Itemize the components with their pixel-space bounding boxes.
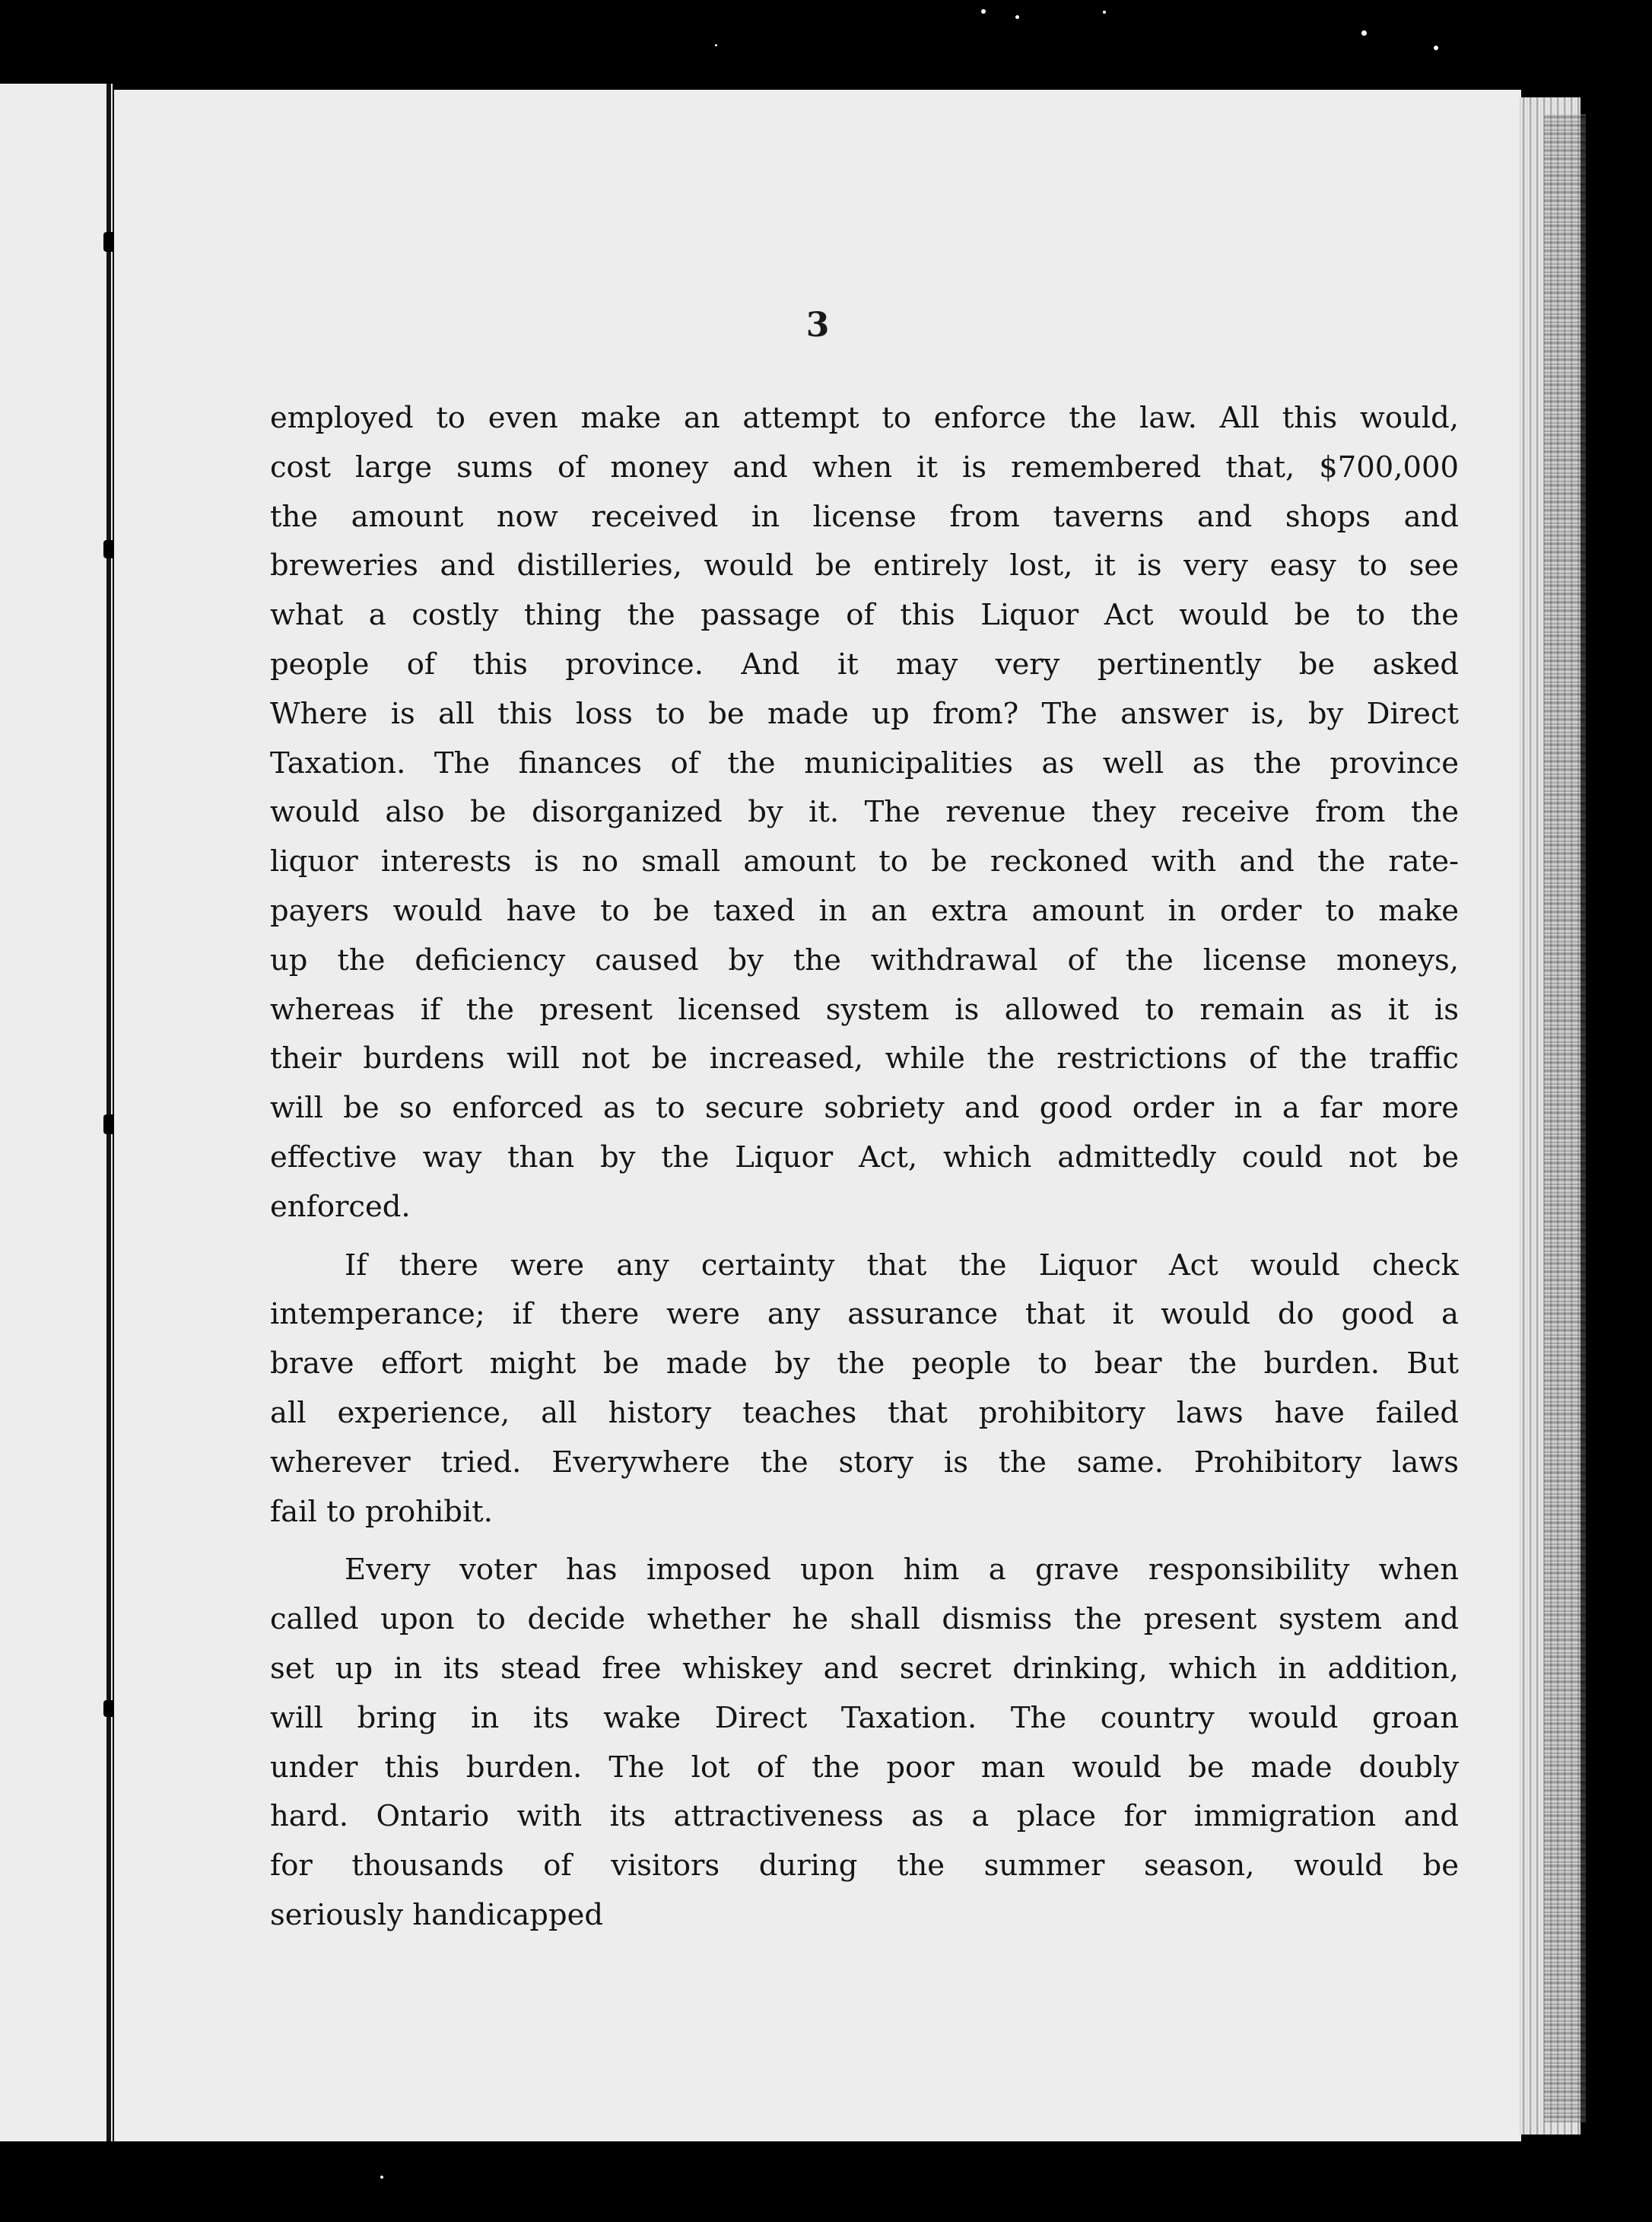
- page-number: 3: [805, 306, 830, 345]
- paragraph: [270, 1241, 1459, 1537]
- text-line: what a costly thing the passage of this Liquor Act would be to the: [270, 598, 1459, 633]
- text-line: cost large sums of money and when it is remembered that, $700,000: [270, 450, 1459, 485]
- text-line: Every voter has imposed upon him a grave responsibility when: [345, 1553, 1459, 1588]
- text-line: whereas if the present licensed system is allowed to remain as it is: [270, 992, 1459, 1027]
- text-line: payers would have to be taxed in an extra amount in order to make: [270, 893, 1459, 928]
- text-line: would also be disorganized by it. The revenue they receive from the: [270, 795, 1459, 830]
- scanned-page: [114, 90, 1521, 2141]
- text-line: enforced.: [270, 1189, 411, 1224]
- text-line: called upon to decide whether he shall dismiss the present system and: [270, 1602, 1459, 1637]
- text-line: people of this province. And it may very pertinently be asked: [270, 647, 1459, 682]
- binding-rule: [106, 84, 111, 2141]
- text-line: set up in its stead free whiskey and secret drinking, which in addition,: [270, 1651, 1459, 1686]
- facing-page-edge: [0, 84, 113, 2141]
- text-line: seriously handicapped: [270, 1897, 604, 1932]
- paragraph-gap: [270, 1232, 1459, 1241]
- text-line: all experience, all history teaches that prohibitory laws have failed: [270, 1395, 1459, 1430]
- paragraph: [270, 394, 1459, 1232]
- text-line: will bring in its wake Direct Taxation. The country would groan: [270, 1700, 1459, 1735]
- page-edges-shadow: [1544, 114, 1586, 2122]
- text-line: their burdens will not be increased, while the restrictions of the traffic: [270, 1041, 1459, 1076]
- text-line: If there were any certainty that the Liquor Act would check: [345, 1248, 1459, 1283]
- text-line: effective way than by the Liquor Act, which admittedly could not be: [270, 1140, 1459, 1175]
- text-line: up the deficiency caused by the withdrawal of the license moneys,: [270, 943, 1459, 977]
- paragraph-gap: [270, 1537, 1459, 1546]
- text-line: Taxation. The finances of the municipalities as well as the province: [270, 745, 1459, 780]
- text-line: Where is all this loss to be made up from? The answer is, by Direct: [270, 696, 1459, 731]
- body-text: [270, 394, 1459, 1941]
- text-line: wherever tried. Everywhere the story is the same. Prohibitory laws: [270, 1445, 1459, 1480]
- text-line: intemperance; if there were any assurance that it would do good a: [270, 1297, 1459, 1332]
- text-line: hard. Ontario with its attractiveness as a place for immigration and: [270, 1799, 1459, 1834]
- text-line: will be so enforced as to secure sobriety and good order in a far more: [270, 1091, 1459, 1126]
- text-line: the amount now received in license from taverns and shops and: [270, 499, 1459, 534]
- paragraph: [270, 1546, 1459, 1940]
- text-line: for thousands of visitors during the summer season, would be: [270, 1848, 1459, 1883]
- text-line: fail to prohibit.: [270, 1494, 493, 1529]
- text-line: employed to even make an attempt to enforce the law. All this would,: [270, 401, 1459, 435]
- text-line: liquor interests is no small amount to be reckoned with and the rate-: [270, 844, 1459, 879]
- text-line: brave effort might be made by the people to bear the burden. But: [270, 1346, 1459, 1381]
- text-line: breweries and distilleries, would be entirely lost, it is very easy to see: [270, 548, 1459, 583]
- text-line: under this burden. The lot of the poor man would be made doubly: [270, 1750, 1459, 1785]
